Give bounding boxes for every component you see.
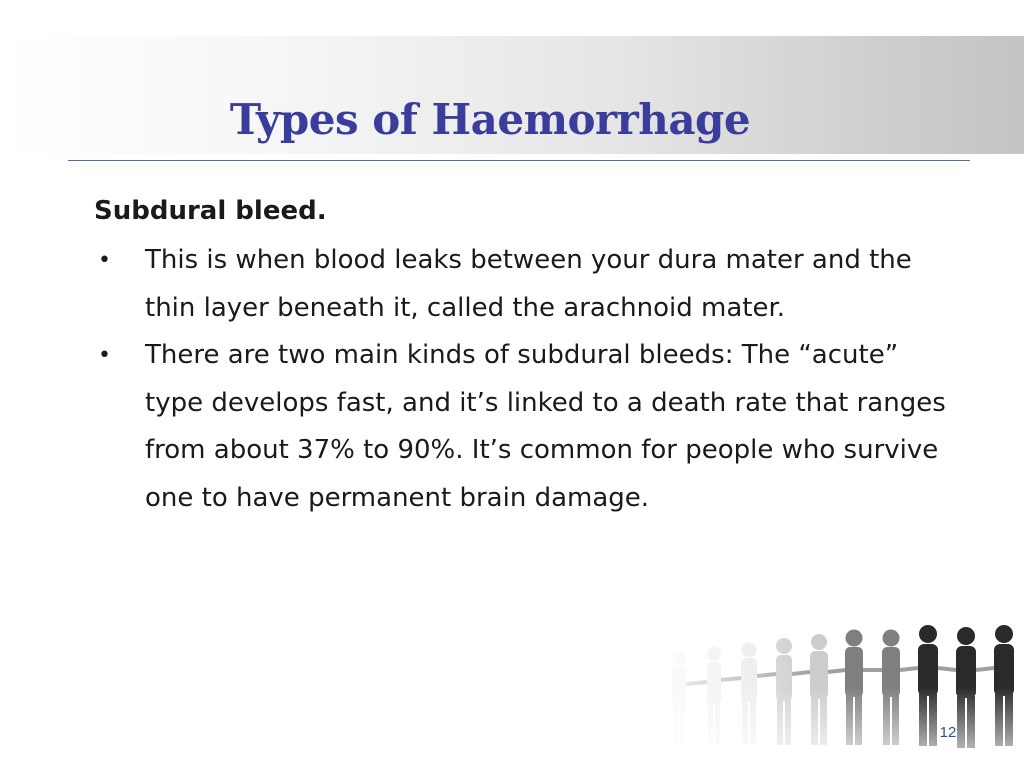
bullet-list (94, 237, 954, 522)
bullet-icon: • (98, 248, 111, 273)
slide-title: Types of Haemorrhage (229, 95, 751, 144)
title-divider (68, 160, 970, 161)
content-body (94, 190, 954, 522)
bullet-text: This is when blood leaks between your dura mater and the thin layer beneath it, called the arachnoid mater. (145, 245, 912, 323)
bullet-text: There are two main kinds of subdural bleeds: The “acute” type develops fast, and it’s linked to a death rate that ranges from about 37% to 90%. It’s common for people who survive one to have permanent brain damage. (145, 340, 946, 513)
bullet-item (94, 237, 954, 332)
bullet-item (94, 332, 954, 522)
people-holding-hands-icon (644, 588, 1024, 768)
page-number: 12 (939, 724, 957, 741)
section-heading: Subdural bleed. (94, 196, 327, 226)
bullet-icon: • (98, 343, 111, 368)
